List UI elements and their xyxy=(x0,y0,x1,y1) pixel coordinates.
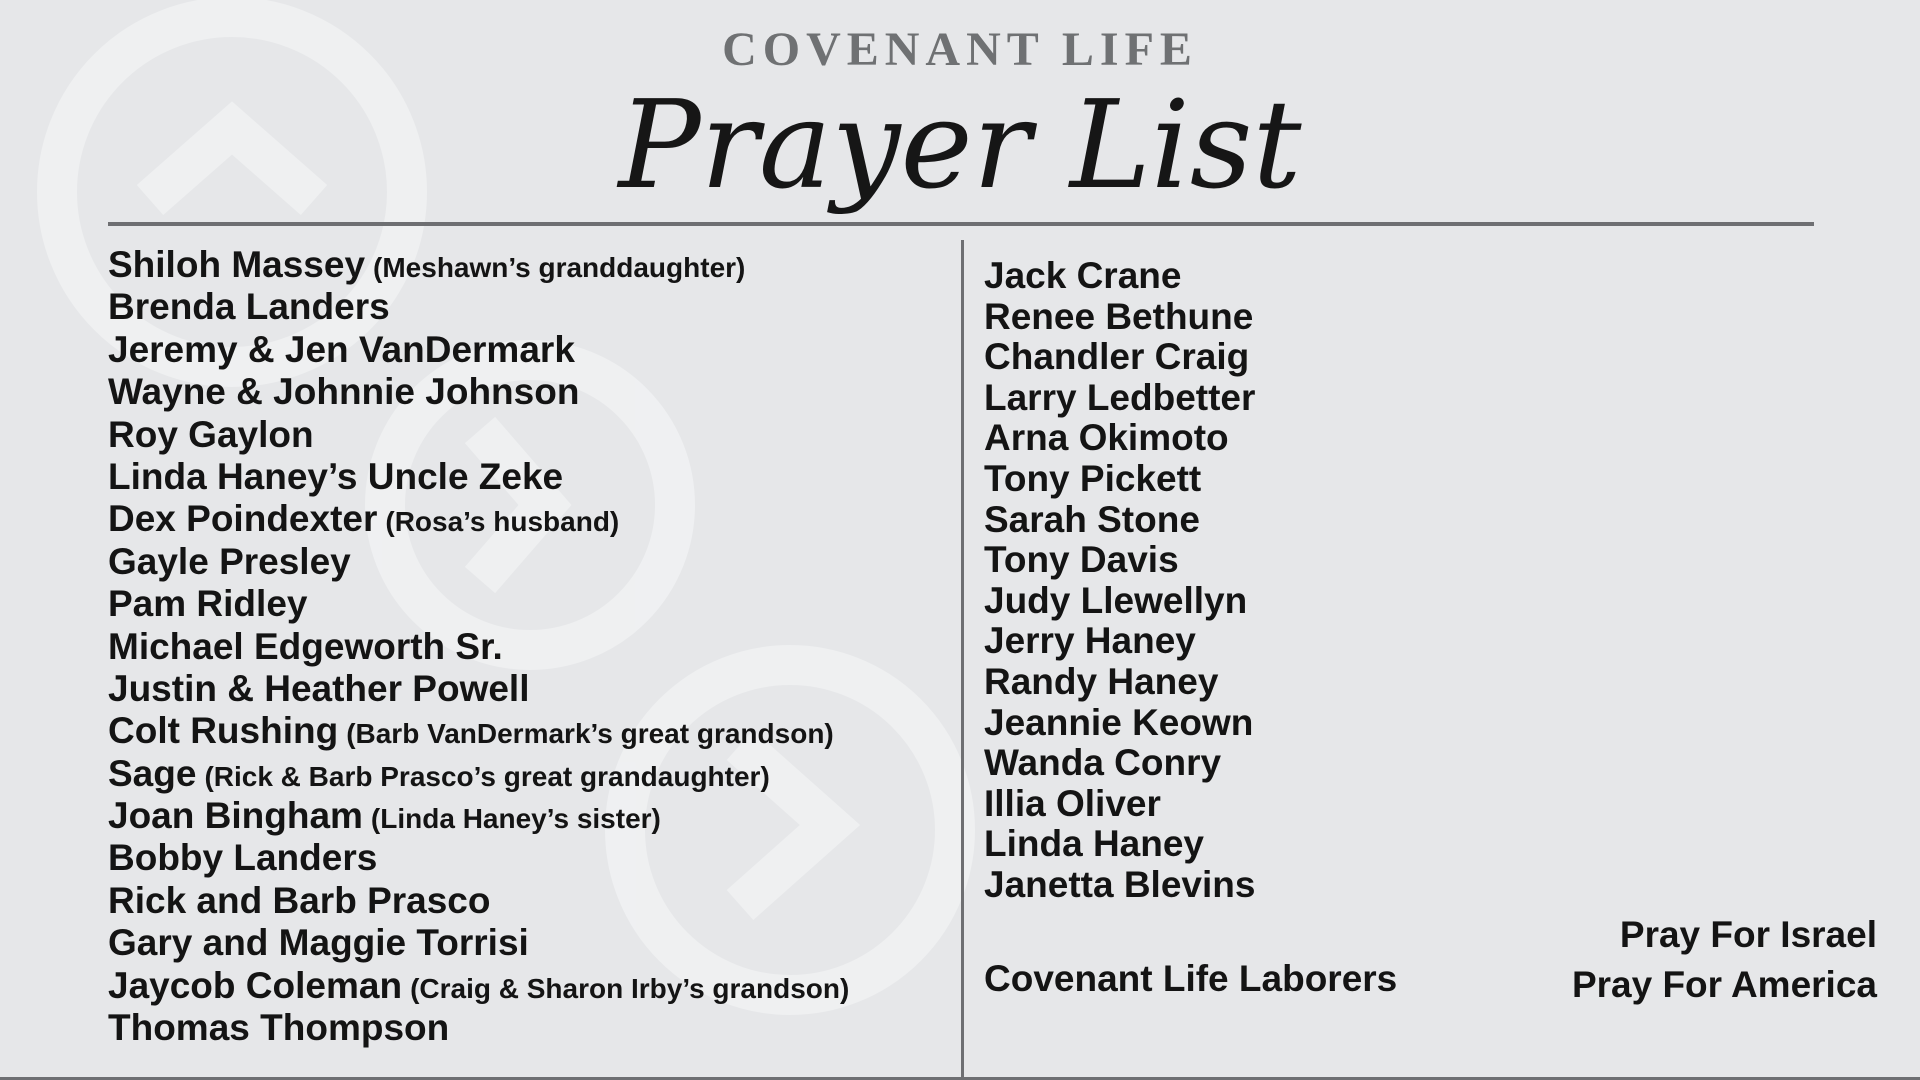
list-item: Chandler Craig xyxy=(984,336,1250,378)
list-item xyxy=(108,1007,948,1049)
list-item: Wanda Conry xyxy=(984,742,1222,784)
name-text: Dex Poindexter xyxy=(108,498,378,540)
list-item xyxy=(108,965,948,1007)
list-item xyxy=(108,414,948,456)
name-text: Jaycob Coleman xyxy=(108,964,403,1006)
pray-for-america: Pray For America xyxy=(1571,964,1877,1005)
list-item xyxy=(108,329,948,371)
list-item: Tony Davis xyxy=(984,539,1179,581)
pray-for-israel: Pray For Israel xyxy=(1619,914,1877,955)
name-text: Colt Rushing xyxy=(108,710,339,752)
header-kicker: COVENANT LIFE xyxy=(722,23,1198,76)
note-text: (Linda Haney’s sister) xyxy=(370,803,661,835)
list-item xyxy=(108,626,948,668)
right-prayer-column xyxy=(984,256,1544,906)
name-text: Shiloh Massey xyxy=(108,244,366,285)
list-item: Sarah Stone xyxy=(984,498,1200,540)
name-text: Gary and Maggie Torrisi xyxy=(108,922,529,964)
list-item xyxy=(108,498,948,540)
list-item: Jeannie Keown xyxy=(984,701,1254,743)
list-item xyxy=(108,710,948,752)
list-item: Judy Llewellyn xyxy=(984,579,1248,621)
list-item xyxy=(108,880,948,922)
name-text: Michael Edgeworth Sr. xyxy=(108,625,503,667)
list-item: Janetta Blevins xyxy=(984,863,1256,905)
name-text: Thomas Thompson xyxy=(108,1007,450,1049)
name-text: Roy Gaylon xyxy=(108,413,314,455)
name-text: Rick and Barb Prasco xyxy=(108,879,491,921)
name-text: Jeremy & Jen VanDermark xyxy=(108,328,575,370)
note-text: (Barb VanDermark’s great grandson) xyxy=(346,718,834,750)
name-text: Pam Ridley xyxy=(108,583,308,625)
list-item: Linda Haney xyxy=(984,823,1204,865)
list-item: Tony Pickett xyxy=(984,457,1202,499)
name-text: Brenda Landers xyxy=(108,286,390,328)
header-divider xyxy=(108,222,1814,226)
list-item xyxy=(108,795,948,837)
left-prayer-column xyxy=(108,244,948,1049)
list-item xyxy=(108,286,948,328)
list-item xyxy=(108,244,948,286)
page-title: Prayer List xyxy=(618,74,1302,216)
name-text: Bobby Landers xyxy=(108,837,378,879)
laborers-heading: Covenant Life Laborers xyxy=(984,958,1398,999)
list-item xyxy=(108,583,948,625)
list-item xyxy=(108,837,948,879)
note-text: (Meshawn’s granddaughter) xyxy=(373,252,746,283)
name-text: Sage xyxy=(108,752,197,794)
list-item: Randy Haney xyxy=(984,660,1219,702)
list-item xyxy=(108,922,948,964)
column-divider xyxy=(961,240,964,1080)
name-text: Justin & Heather Powell xyxy=(108,667,530,709)
name-text: Gayle Presley xyxy=(108,540,351,582)
prayer-callouts xyxy=(1572,910,1877,1010)
list-item: Renee Bethune xyxy=(984,295,1254,337)
list-item xyxy=(108,456,948,498)
list-item xyxy=(108,753,948,795)
list-item xyxy=(108,541,948,583)
list-item: Arna Okimoto xyxy=(984,417,1229,459)
list-item: Larry Ledbetter xyxy=(984,376,1256,418)
list-item: Jack Crane xyxy=(984,255,1182,296)
list-item: Illia Oliver xyxy=(984,782,1161,824)
list-item xyxy=(108,668,948,710)
name-text: Wayne & Johnnie Johnson xyxy=(108,371,580,413)
name-text: Linda Haney’s Uncle Zeke xyxy=(108,455,564,497)
note-text: (Craig & Sharon Irby’s grandson) xyxy=(410,972,850,1004)
name-text: Joan Bingham xyxy=(108,795,363,837)
list-item xyxy=(108,371,948,413)
note-text: (Rick & Barb Prasco’s great grandaughter) xyxy=(204,760,770,792)
note-text: (Rosa’s husband) xyxy=(385,506,620,538)
list-item: Jerry Haney xyxy=(984,620,1196,662)
